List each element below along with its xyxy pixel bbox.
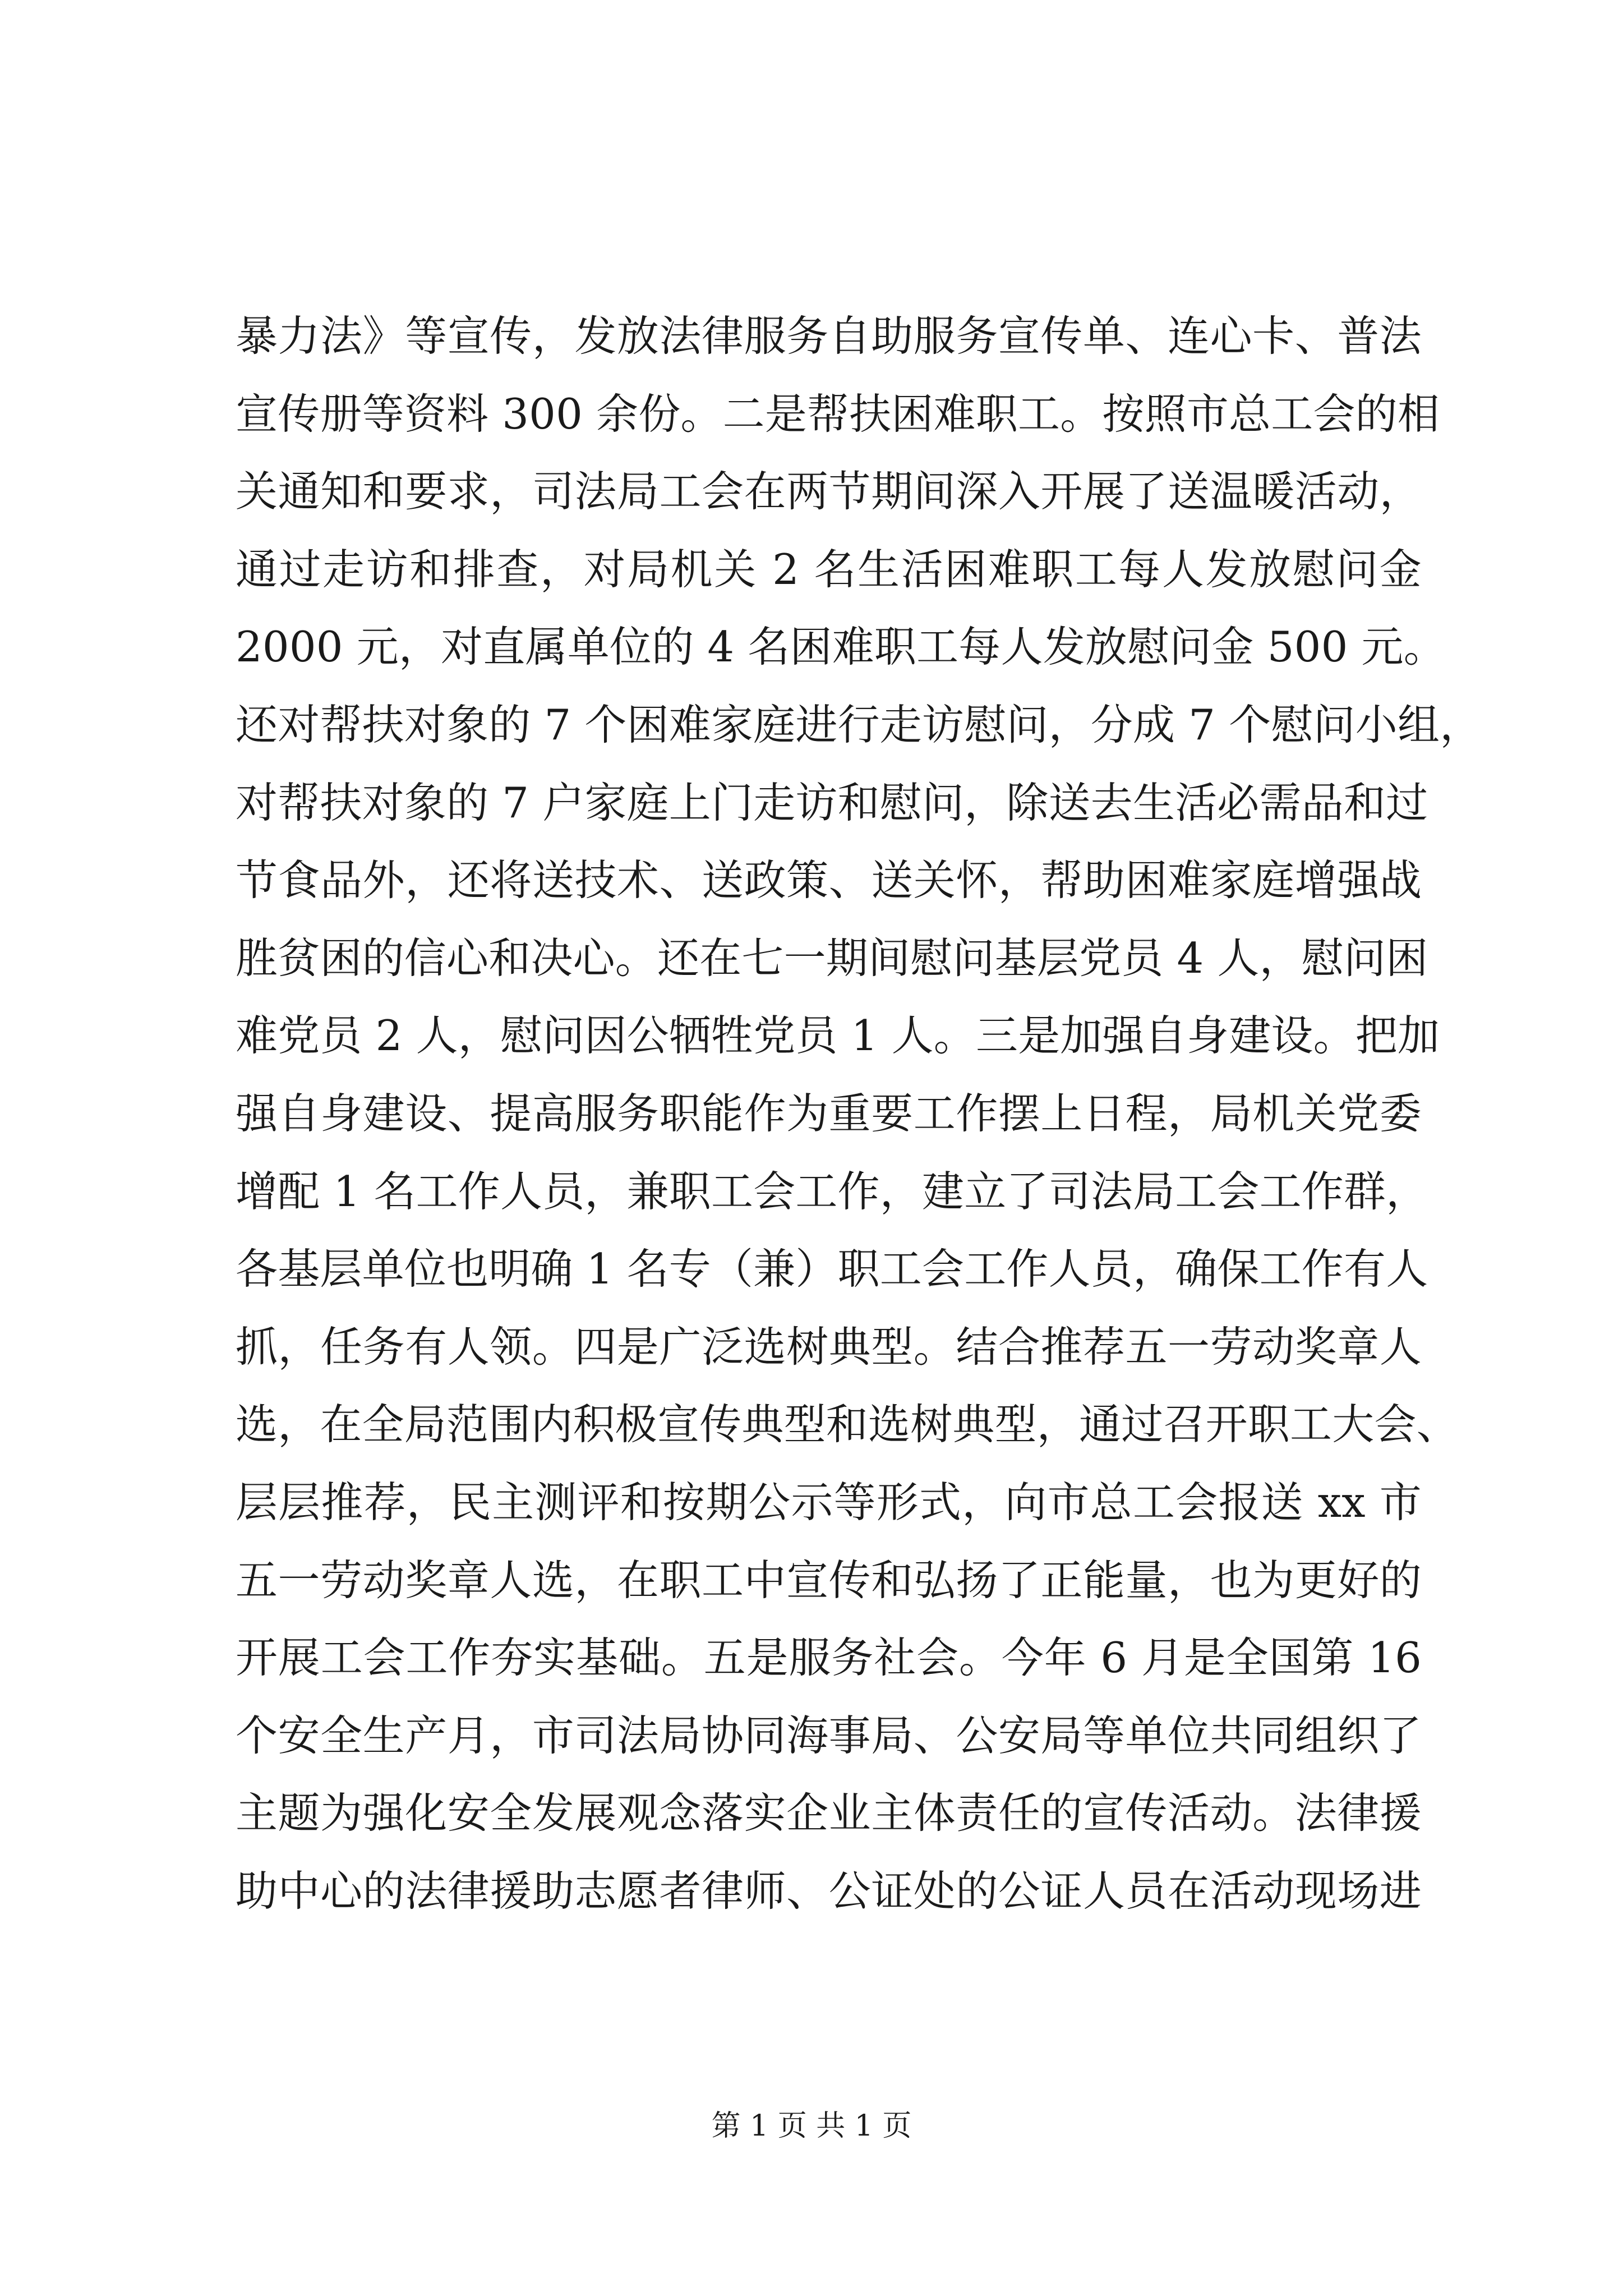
- text-line: 开展工会工作夯实基础。五是服务社会。今年 6 月是全国第 16: [236, 1633, 1422, 1683]
- text-line: 五一劳动奖章人选，在职工中宣传和弘扬了正能量，也为更好的: [236, 1555, 1422, 1605]
- text-line: 胜贫困的信心和决心。还在七一期间慰问基层党员 4 人，慰问困: [236, 933, 1428, 983]
- text-line: 难党员 2 人，慰问因公牺牲党员 1 人。三是加强自身建设。把加: [236, 1011, 1440, 1061]
- text-line: 还对帮扶对象的 7 个困难家庭进行走访慰问，分成 7 个慰问小组，: [236, 700, 1482, 749]
- text-line: 抓，任务有人领。四是广泛选树典型。结合推荐五一劳动奖章人: [236, 1322, 1422, 1372]
- page-number-footer: 第 1 页 共 1 页: [711, 2109, 912, 2143]
- text-line: 主题为强化安全发展观念落实企业主体责任的宣传活动。法律援: [236, 1788, 1422, 1838]
- text-line: 个安全生产月，市司法局协同海事局、公安局等单位共同组织了: [236, 1710, 1422, 1760]
- text-line: 选，在全局范围内积极宣传典型和选树典型，通过召开职工大会、: [236, 1400, 1459, 1450]
- text-line: 暴力法》等宣传，发放法律服务自助服务宣传单、连心卡、普法: [236, 311, 1422, 361]
- text-line: 对帮扶对象的 7 户家庭上门走访和慰问，除送去生活必需品和过: [236, 777, 1428, 827]
- body-text: [236, 297, 1482, 1930]
- text-line: 宣传册等资料 300 余份。二是帮扶困难职工。按照市总工会的相: [236, 389, 1440, 439]
- text-line: 增配 1 名工作人员，兼职工会工作，建立了司法局工会工作群，: [236, 1166, 1428, 1216]
- text-line: 节食品外，还将送技术、送政策、送关怀，帮助困难家庭增强战: [236, 855, 1422, 905]
- text-line: 关通知和要求，司法局工会在两节期间深入开展了送温暖活动，: [236, 467, 1422, 517]
- text-line: 助中心的法律援助志愿者律师、公证处的公证人员在活动现场进: [236, 1866, 1422, 1916]
- text-line: 层层推荐，民主测评和按期公示等形式，向市总工会报送 xx 市: [236, 1477, 1422, 1527]
- text-line: 各基层单位也明确 1 名专（兼）职工会工作人员，确保工作有人: [236, 1244, 1428, 1294]
- text-line: 通过走访和排查，对局机关 2 名生活困难职工每人发放慰问金: [236, 544, 1422, 594]
- text-line: 强自身建设、提高服务职能作为重要工作摆上日程，局机关党委: [236, 1088, 1422, 1138]
- text-line: 2000 元，对直属单位的 4 名困难职工每人发放慰问金 500 元。: [236, 622, 1446, 672]
